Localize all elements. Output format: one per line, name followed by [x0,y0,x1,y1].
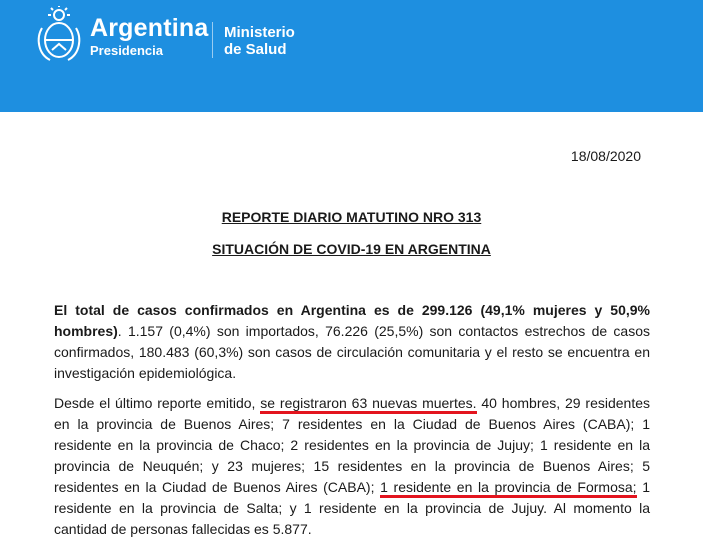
report-subtitle: SITUACIÓN DE COVID-19 EN ARGENTINA [212,241,491,257]
paragraph-deaths [54,393,650,540]
header-divider [212,22,213,58]
report-date: 18/08/2020 [570,148,641,164]
deaths-intro: Desde el último reporte emitido, [54,395,261,411]
ministry-line-1: Ministerio [224,24,295,41]
brand-block [90,14,208,58]
brand-subtitle: Presidencia [90,43,163,58]
formosa-highlight: 1 residente en la provincia de Formosa; [380,479,636,498]
page-header [0,0,703,112]
paragraph-total-cases [54,300,650,384]
deaths-total: 1 residente en la provincia de Salta; y 1 residente en la provincia de Jujuy. Al momento la cantidad de personas fallecidas es 5.877. [54,479,650,537]
total-cases-detail: . 1.157 (0,4%) son importados, 76.226 (25,5%) son contactos estrechos de casos confirmados, 180.483 (60,3%) son casos de circulación comunitaria y el resto se encuentra en investigación epidemiológica. [54,323,650,381]
coat-of-arms-icon [34,6,84,64]
report-title: REPORTE DIARIO MATUTINO NRO 313 [221,209,482,225]
ministry-block [224,24,295,58]
brand-name: Argentina [90,14,209,42]
new-deaths-highlight: se registraron 63 nuevas muertes. [260,395,476,414]
total-cases-summary: El total de casos confirmados en Argentina es de 299.126 (49,1% mujeres y 50,9% hombres) [54,302,650,339]
deaths-detail: 40 hombres, 29 residentes en la provincia de Buenos Aires; 7 residentes en la Ciudad de Buenos Aires (CABA); 1 residente en la provincia de Chaco; 2 residentes en la provincia de Jujuy; 1 residente en la provincia de Neuquén; y 23 mujeres; 15 residentes en la provincia de Buenos Aires; 5 residentes en la Ciudad de Buenos Aires (CABA); [54,395,650,495]
ministry-line-2: de Salud [224,41,287,58]
